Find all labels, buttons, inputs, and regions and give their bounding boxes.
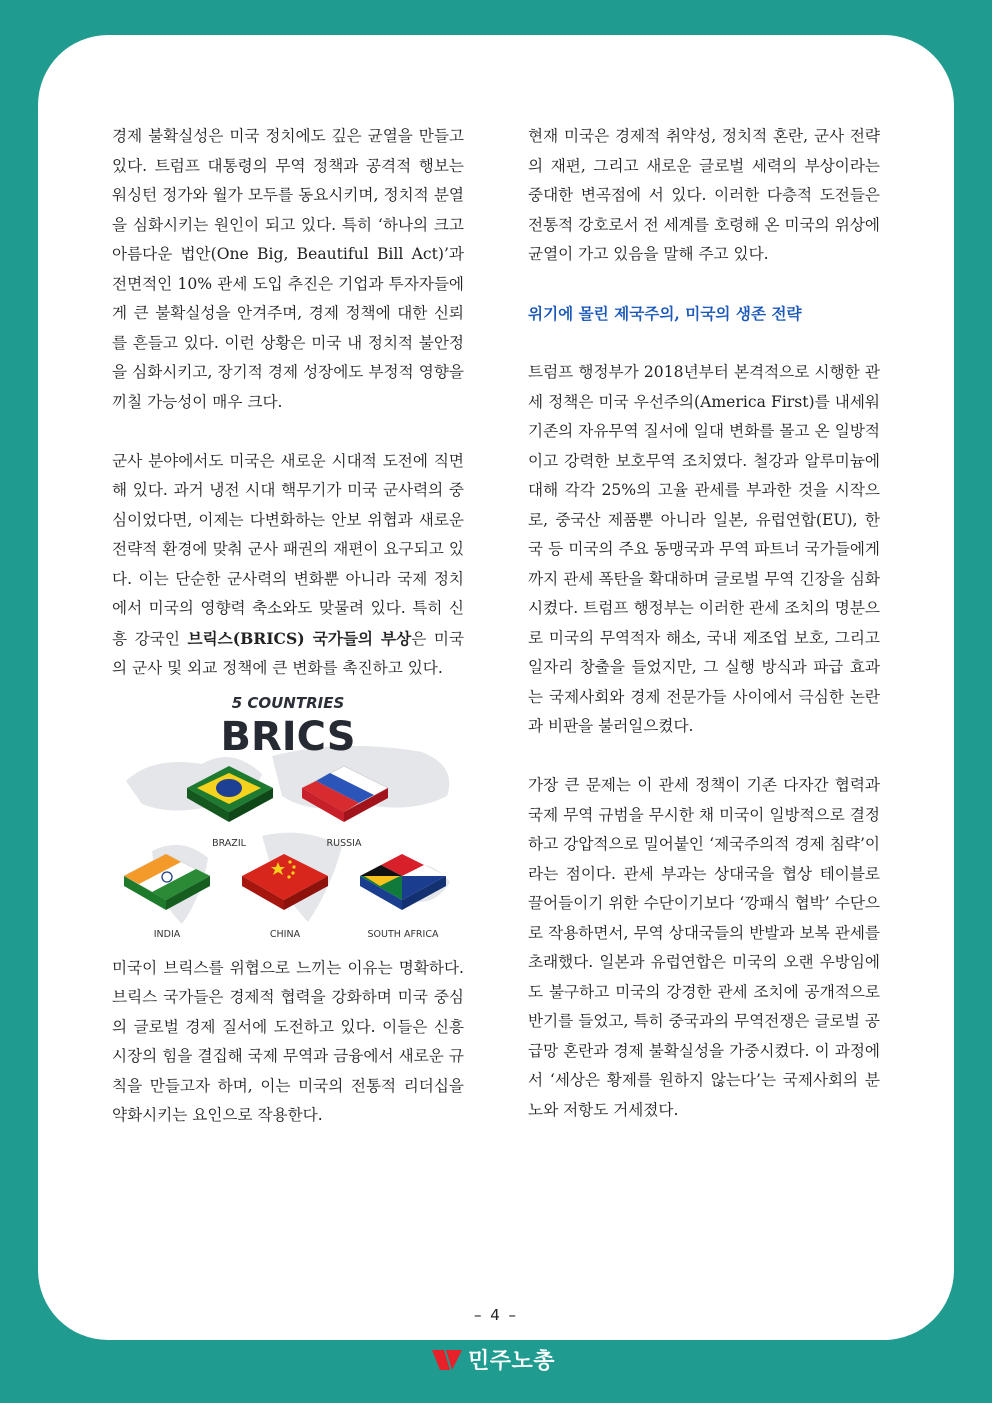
brics-subtitle: 5 COUNTRIES: [231, 693, 345, 712]
right-paragraph-3: 가장 큰 문제는 이 관세 정책이 기존 다자간 협력과 국제 무역 규범을 무시한 채 미국이 일방적으로 결정하고 강압적으로 밀어붙인 ‘제국주의적 경제 침략’이라는 점이다. 관세 부과는 상대국을 협상 테이블로 끌어들이기 위한 수단이기보다 ‘깡패식 협박’ 수단으로 작용하면서, 무역 상대국들의 반발과 보복 관세를 초래했다. 일본과 유럽연합은 미국의 오랜 우방임에도 불구하고 미국의 강경한 관세 조치에 공개적으로 반기를 들었고, 특히 중국과의 무역전쟁은 글로벌 공급망 혼란과 경제 불확실성을 가중시켰다. 이 과정에서 ‘세상은 황제를 원하지 않는다’는 국제사회의 분노와 저항도 거세졌다.: [528, 776, 880, 1119]
south-africa-flag-icon: [360, 854, 446, 910]
section-heading: 위기에 몰린 제국주의, 미국의 생존 전략: [528, 304, 802, 323]
right-paragraph-2: 트럼프 행정부가 2018년부터 본격적으로 시행한 관세 정책은 미국 우선주의(America First)를 내세워 기존의 자유무역 질서에 일대 변화를 몰고 온 일방적이고 강력한 보호무역 조치였다. 철강과 알루미늄에 대해 각각 25%의 고율 관세를 부과한 것을 시작으로, 중국산 제품뿐 아니라 일본, 유럽연합(EU), 한국 등 미국의 주요 동맹국과 무역 파트너 국가들에게까지 관세 폭탄을 확대하며 글로벌 무역 긴장을 심화시켰다. 트럼프 행정부는 이러한 관세 조치의 명분으로 미국의 무역적자 해소, 국내 제조업 보호, 그리고 일자리 창출을 들었지만, 그 실행 방식과 파급 효과는 국제사회와 경제 전문가들 사이에서 극심한 논란과 비판을 불러일으켰다.: [528, 363, 880, 735]
russia-label: RUSSIA: [326, 837, 362, 849]
brics-emphasis: 브릭스(BRICS) 국가들의 부상: [187, 628, 412, 648]
page-number: – 4 –: [473, 1306, 519, 1324]
kctu-logo-icon: [430, 1346, 464, 1372]
brics-graphic: [112, 686, 464, 948]
left-column: [112, 122, 464, 1131]
left-paragraph-3: 미국이 브릭스를 위협으로 느끼는 이유는 명확하다. 브릭스 국가들은 경제적 협력을 강화하며 미국 중심의 글로벌 경제 질서에 도전하고 있다. 이들은 신흥 시장의 힘을 결집해 국제 무역과 금융에서 새로운 규칙을 만들고자 하며, 이는 미국의 전통적 리더십을 약화시키는 요인으로 작용한다.: [112, 958, 464, 1124]
left-paragraph-1: 경제 불확실성은 미국 정치에도 깊은 균열을 만들고 있다. 트럼프 대통령의 무역 정책과 공격적 행보는 워싱턴 정가와 월가 모두를 동요시키며, 정치적 분열을 심화시키는 원인이 되고 있다. 특히 ‘하나의 크고 아름다운 법안(One Big, Beautiful Bill Act)’과 전면적인 10% 관세 도입 추진은 기업과 투자자들에게 큰 불확실성을 안겨주며, 경제 정책에 대한 신뢰를 흔들고 있다. 이런 상황은 미국 내 정치적 불안정을 심화시키고, 장기적 경제 성장에도 부정적 영향을 끼칠 가능성이 매우 크다.: [112, 127, 464, 411]
right-paragraph-1: 현재 미국은 경제적 취약성, 정치적 혼란, 군사 전략의 재편, 그리고 새로운 글로벌 세력의 부상이라는 중대한 변곡점에 서 있다. 이러한 다층적 도전들은 전통적 강호로서 전 세계를 호령해 온 미국의 위상에 균열이 가고 있음을 말해 주고 있다.: [528, 127, 880, 263]
china-label: CHINA: [269, 928, 301, 940]
right-column: [528, 122, 880, 1125]
kctu-logo: [430, 1344, 555, 1374]
south-africa-label: SOUTH AFRICA: [367, 928, 439, 940]
left-paragraph-2: 군사 분야에서도 미국은 새로운 시대적 도전에 직면해 있다. 과거 냉전 시대 핵무기가 미국 군사력의 중심이었다면, 이제는 다변화하는 안보 위협과 새로운 전략적 환경에 맞춰 군사 패권의 재편이 요구되고 있다. 이는 단순한 군사력의 변화뿐 아니라 국제 정치에서 미국의 영향력 축소와도 맞물려 있다. 특히 신흥 강국인 브릭스(BRICS) 국가들의 부상은 미국의 군사 및 외교 정책에 큰 변화를 촉진하고 있다.: [112, 451, 465, 677]
brics-title: BRICS: [220, 713, 356, 760]
india-label: INDIA: [153, 928, 181, 940]
brazil-label: BRAZIL: [212, 837, 246, 849]
kctu-logo-text: 민주노총: [468, 1348, 556, 1374]
